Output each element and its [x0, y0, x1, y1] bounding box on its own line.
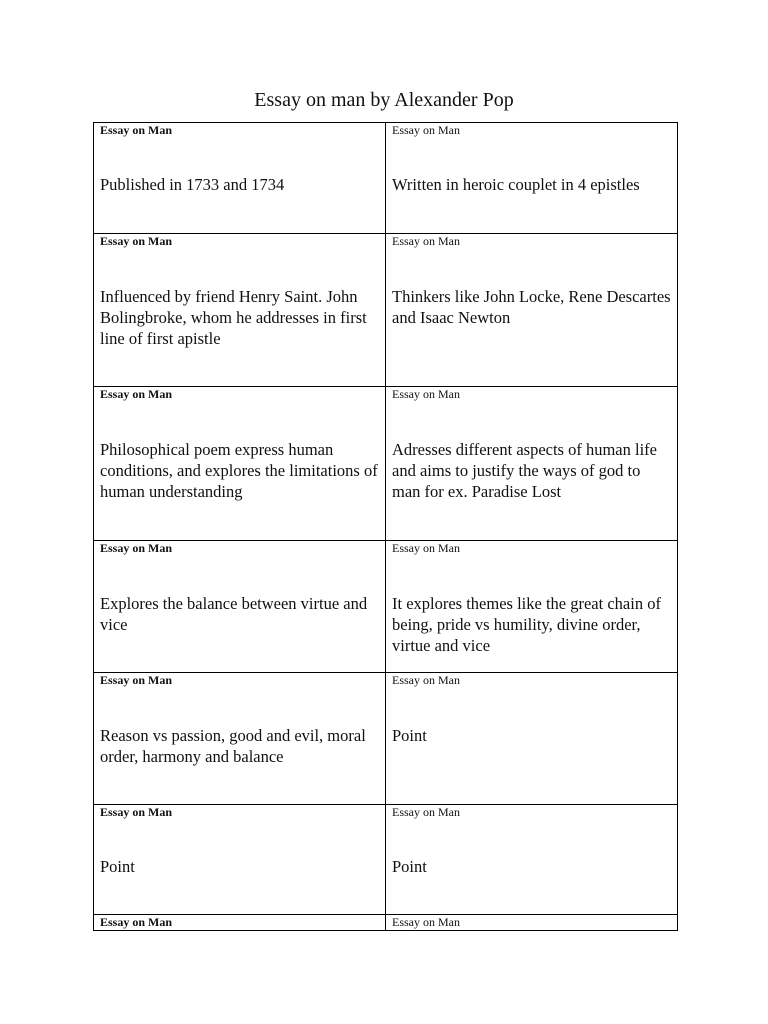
card-cell-right [386, 541, 678, 673]
card-text: Point [392, 857, 427, 876]
card-cell-left [94, 541, 386, 673]
card-tag: Essay on Man [392, 123, 460, 137]
card-tag: Essay on Man [100, 234, 173, 248]
card-tag: Essay on Man [100, 805, 173, 819]
card-cell-left [94, 234, 386, 387]
card-tag: Essay on Man [392, 673, 460, 687]
card-tag: Essay on Man [392, 234, 460, 248]
card-text: Reason vs passion, good and evil, moral order, harmony and balance [100, 726, 366, 766]
card-text: Written in heroic couplet in 4 epistles [392, 175, 640, 194]
card-row [94, 541, 678, 673]
card-cell-right [386, 387, 678, 541]
document-title: Essay on man by Alexander Pop [254, 89, 514, 111]
card-row [94, 805, 678, 915]
card-cell-right [386, 123, 678, 234]
card-tag: Essay on Man [100, 541, 173, 555]
card-text: Philosophical poem express human conditions, and explores the limitations of human understanding [100, 440, 378, 501]
flashcard-table [93, 122, 678, 931]
card-cell-right [386, 915, 678, 931]
card-tag: Essay on Man [100, 387, 173, 401]
card-tag: Essay on Man [392, 387, 460, 401]
card-cell-left [94, 387, 386, 541]
card-text: It explores themes like the great chain of being, pride vs humility, divine order, virtue and vice [392, 594, 661, 655]
card-text: Influenced by friend Henry Saint. John Bolingbroke, whom he addresses in first line of first apistle [100, 287, 367, 348]
card-tag: Essay on Man [392, 805, 460, 819]
card-cell-left [94, 805, 386, 915]
card-row [94, 673, 678, 805]
card-row [94, 387, 678, 541]
card-text: Adresses different aspects of human life and aims to justify the ways of god to man for ex. Paradise Lost [392, 440, 657, 501]
card-text: Thinkers like John Locke, Rene Descartes and Isaac Newton [392, 287, 671, 327]
card-tag: Essay on Man [392, 915, 460, 929]
card-cell-left [94, 123, 386, 234]
card-tag: Essay on Man [392, 541, 460, 555]
card-cell-left [94, 673, 386, 805]
card-text: Published in 1733 and 1734 [100, 175, 285, 194]
card-tag: Essay on Man [100, 123, 173, 137]
card-cell-left [94, 915, 386, 931]
card-text: Point [100, 857, 135, 876]
card-tag: Essay on Man [100, 915, 173, 929]
card-text: Explores the balance between virtue and vice [100, 594, 368, 634]
card-cell-right [386, 234, 678, 387]
card-row [94, 123, 678, 234]
card-text: Point [392, 726, 427, 745]
card-row [94, 915, 678, 931]
card-cell-right [386, 805, 678, 915]
card-row [94, 234, 678, 387]
card-cell-right [386, 673, 678, 805]
card-tag: Essay on Man [100, 673, 173, 687]
